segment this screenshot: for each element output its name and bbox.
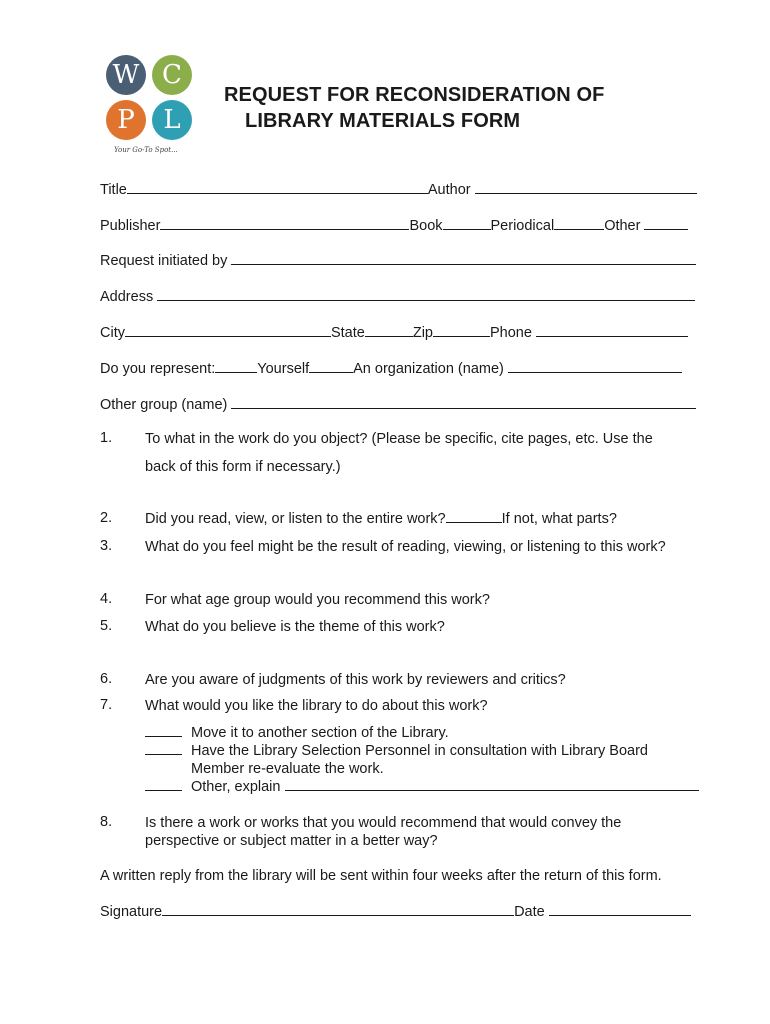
request-initiated-field[interactable] <box>231 252 696 265</box>
question-number: 7. <box>100 697 113 713</box>
option-other <box>145 778 182 796</box>
represent-label: Do you represent: <box>100 361 216 377</box>
option-other-row <box>191 778 699 796</box>
entire-work-field[interactable] <box>446 510 502 523</box>
title-label: Title <box>100 182 127 198</box>
signature-field[interactable] <box>162 903 514 916</box>
form-title-line1: REQUEST FOR RECONSIDERATION OF <box>224 84 605 106</box>
option-reevaluate-label-cont: Member re-evaluate the work. <box>191 761 384 777</box>
row-city <box>100 324 688 341</box>
question-7-text: What would you like the library to do about this work? <box>145 698 488 714</box>
logo-letter-l: L <box>152 100 192 140</box>
question-2-part2: If not, what parts? <box>501 511 617 527</box>
state-field[interactable] <box>365 324 413 337</box>
date-label: Date <box>514 904 545 920</box>
question-number: 1. <box>100 430 113 446</box>
option-other-explain-field[interactable] <box>285 778 699 791</box>
question-number: 8. <box>100 814 113 830</box>
request-initiated-label: Request initiated by <box>100 253 228 269</box>
phone-field[interactable] <box>536 324 688 337</box>
question-number: 6. <box>100 671 113 687</box>
row-title-author <box>100 181 697 198</box>
address-label: Address <box>100 289 154 305</box>
question-2-part1: Did you read, view, or listen to the entire work? <box>145 511 446 527</box>
wcpl-logo <box>104 54 196 158</box>
periodical-field[interactable] <box>554 217 604 230</box>
other-label: Other <box>604 218 641 234</box>
row-represent <box>100 360 682 377</box>
row-signature <box>100 903 691 920</box>
option-other-check[interactable] <box>145 778 182 791</box>
publisher-field[interactable] <box>160 217 409 230</box>
other-field[interactable] <box>644 217 688 230</box>
signature-label: Signature <box>100 904 163 920</box>
option-other-label: Other, explain <box>191 779 281 795</box>
book-field[interactable] <box>443 217 491 230</box>
zip-field[interactable] <box>433 324 490 337</box>
address-field[interactable] <box>157 288 695 301</box>
date-field[interactable] <box>549 903 691 916</box>
city-field[interactable] <box>125 324 331 337</box>
organization-name-field[interactable] <box>508 360 682 373</box>
option-reevaluate-label: Have the Library Selection Personnel in consultation with Library Board <box>191 743 648 759</box>
yourself-label: Yourself <box>257 361 310 377</box>
question-1-text-cont: back of this form if necessary.) <box>145 459 341 475</box>
option-reevaluate-check[interactable] <box>145 742 182 755</box>
other-group-field[interactable] <box>231 396 696 409</box>
row-publisher <box>100 217 688 234</box>
city-label: City <box>100 325 125 341</box>
question-1-text: To what in the work do you object? (Please be specific, cite pages, etc. Use the <box>145 431 653 447</box>
organization-check-field[interactable] <box>309 360 353 373</box>
author-field[interactable] <box>475 181 697 194</box>
question-number: 2. <box>100 510 113 526</box>
publisher-label: Publisher <box>100 218 161 234</box>
phone-label: Phone <box>490 325 532 341</box>
logo-letter-w: W <box>106 55 146 95</box>
zip-label: Zip <box>412 325 433 341</box>
option-reevaluate <box>145 742 182 760</box>
question-8-text-cont: perspective or subject matter in a better way? <box>145 833 438 849</box>
question-8-text: Is there a work or works that you would recommend that would convey the <box>145 815 622 831</box>
option-move <box>145 724 182 742</box>
form-title-line2: LIBRARY MATERIALS FORM <box>245 110 521 132</box>
question-number: 5. <box>100 618 113 634</box>
book-label: Book <box>409 218 443 234</box>
logo-tagline: Your Go-To Spot... <box>114 146 178 154</box>
logo-letter-c: C <box>152 55 192 95</box>
organization-label: An organization (name) <box>353 361 504 377</box>
option-move-label: Move it to another section of the Library. <box>191 725 449 741</box>
state-label: State <box>330 325 365 341</box>
author-label: Author <box>427 182 471 198</box>
question-5-text: What do you believe is the theme of this work? <box>145 619 445 635</box>
logo-letter-p: P <box>106 100 146 140</box>
question-2-text <box>145 510 617 528</box>
row-address <box>100 288 695 305</box>
row-other-group <box>100 396 696 413</box>
yourself-field[interactable] <box>215 360 257 373</box>
question-3-text: What do you feel might be the result of reading, viewing, or listening to this work? <box>145 539 666 555</box>
question-number: 3. <box>100 538 113 554</box>
option-move-check[interactable] <box>145 724 182 737</box>
row-request-initiated <box>100 252 696 269</box>
question-number: 4. <box>100 591 113 607</box>
reply-note: A written reply from the library will be sent within four weeks after the return of this form. <box>100 868 662 884</box>
question-6-text: Are you aware of judgments of this work by reviewers and critics? <box>145 672 566 688</box>
title-field[interactable] <box>127 181 428 194</box>
other-group-label: Other group (name) <box>100 397 228 413</box>
question-4-text: For what age group would you recommend this work? <box>145 592 490 608</box>
periodical-label: Periodical <box>490 218 555 234</box>
